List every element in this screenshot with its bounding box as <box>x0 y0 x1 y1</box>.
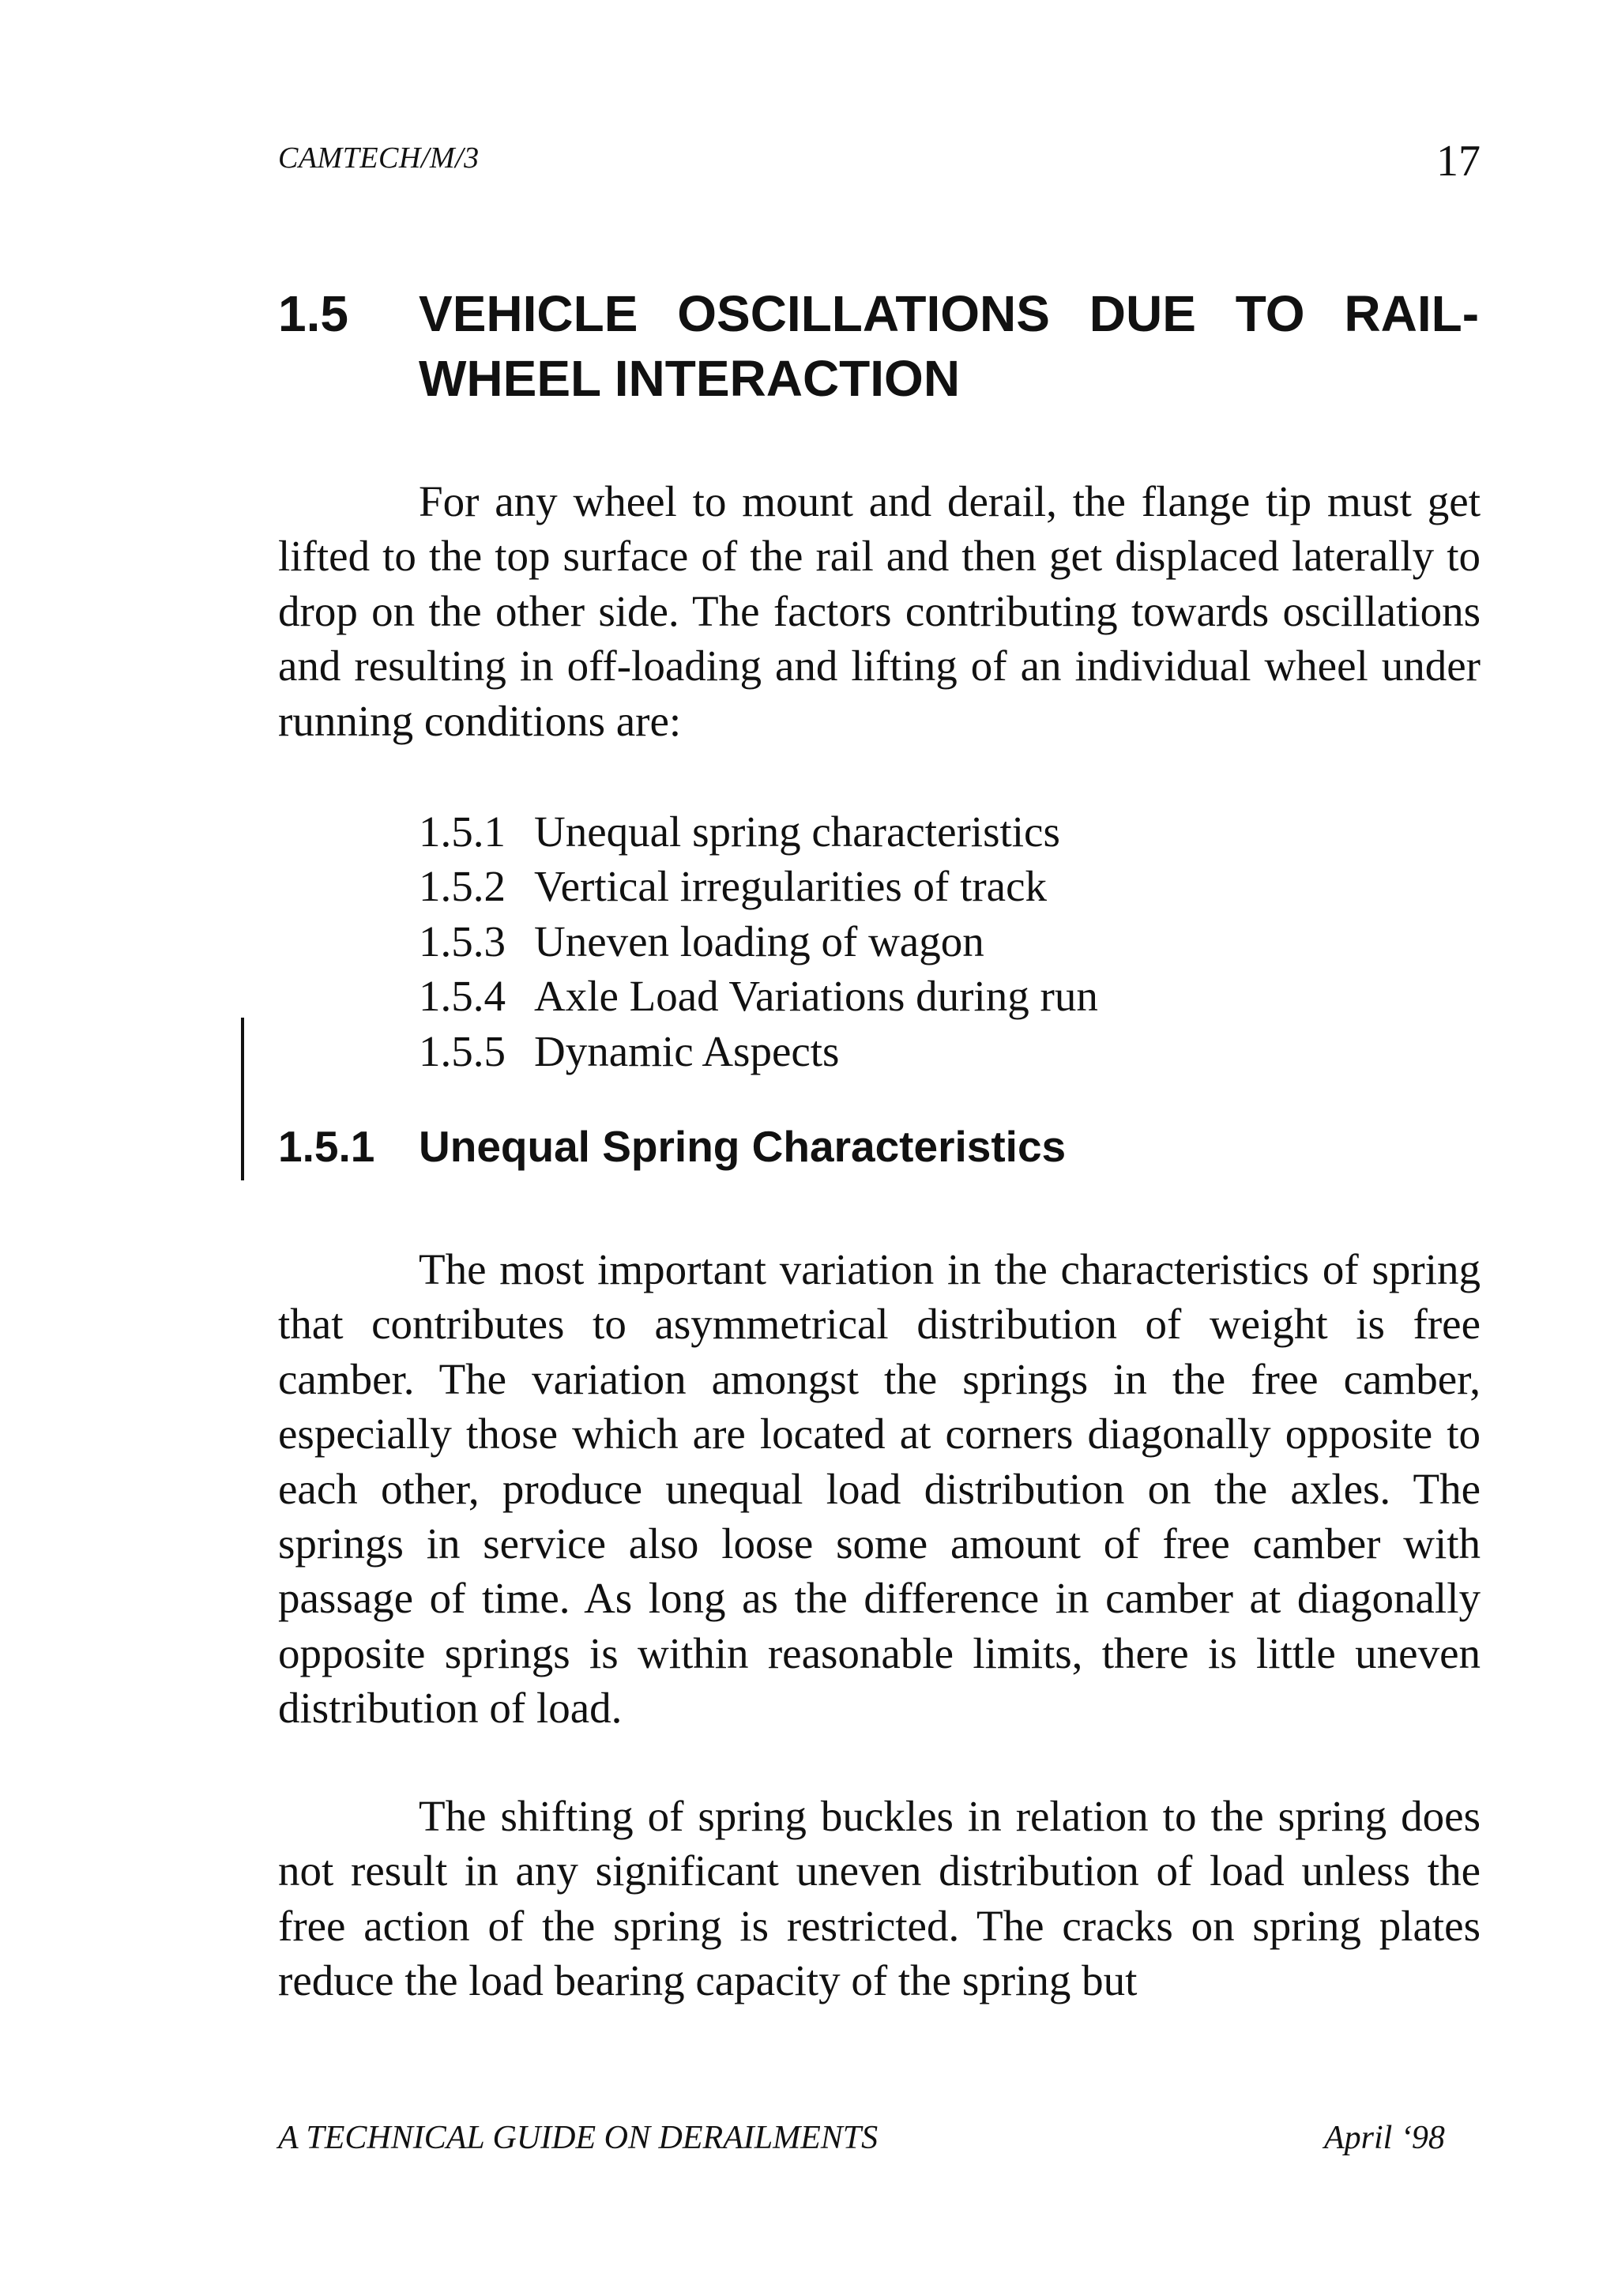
subsection-heading <box>278 1119 1066 1174</box>
factor-list <box>419 804 1098 1078</box>
list-item-label: Axle Load Variations during run <box>534 972 1098 1021</box>
buckles-paragraph: The shifting of spring buckles in relation to the spring does not result in any significant uneven distribution of load unless the free action of the spring is restricted. The cracks on spring plates reduce the load bearing capacity of the spring but <box>278 1792 1481 2005</box>
list-item-number: 1.5.2 <box>419 862 506 911</box>
list-item <box>419 859 1098 913</box>
footer-guide-title: A TECHNICAL GUIDE ON DERAILMENTS <box>278 2120 879 2156</box>
document-code: CAMTECH/M/3 <box>278 141 480 175</box>
section-number: 1.5 <box>278 285 348 342</box>
page-number: 17 <box>1436 137 1481 186</box>
list-item-number: 1.5.1 <box>419 807 506 856</box>
subsection-number: 1.5.1 <box>278 1122 375 1171</box>
list-item-label: Uneven loading of wagon <box>534 917 984 965</box>
list-item-number: 1.5.5 <box>419 1026 506 1075</box>
revision-change-bar <box>241 1018 244 1180</box>
list-item <box>419 969 1098 1023</box>
list-item <box>419 914 1098 969</box>
subsection-title: Unequal Spring Characteristics <box>419 1122 1067 1171</box>
list-item-label: Unequal spring characteristics <box>534 807 1060 856</box>
camber-paragraph: The most important variation in the characteristics of spring that contributes to asymmetrical distribution of weight is free camber. The variation amongst the springs in the free camber, especially those which are located at corners diagonally opposite to each other, produce unequal load distribution on the axles. The springs in service also loose some amount of free camber with passage of time. As long as the difference in camber at diagonally opposite springs is within reasonable limits, there is little uneven distribution of load. <box>278 1245 1481 1733</box>
list-item-number: 1.5.3 <box>419 917 506 965</box>
list-item <box>419 1024 1098 1078</box>
section-title: VEHICLE OSCILLATIONS DUE TO RAIL-WHEEL INTERACTION <box>419 285 1479 407</box>
list-item-label: Dynamic Aspects <box>534 1026 840 1075</box>
list-item-number: 1.5.4 <box>419 972 506 1021</box>
list-item <box>419 804 1098 859</box>
list-item-label: Vertical irregularities of track <box>534 862 1047 911</box>
footer-date: April ‘98 <box>1324 2120 1445 2156</box>
intro-paragraph: For any wheel to mount and derail, the flange tip must get lifted to the top surface of the rail and then get displaced laterally to drop on the other side. The factors contributing towards oscillations and resulting in off-loading and lifting of an individual wheel under running conditions are: <box>278 477 1481 745</box>
